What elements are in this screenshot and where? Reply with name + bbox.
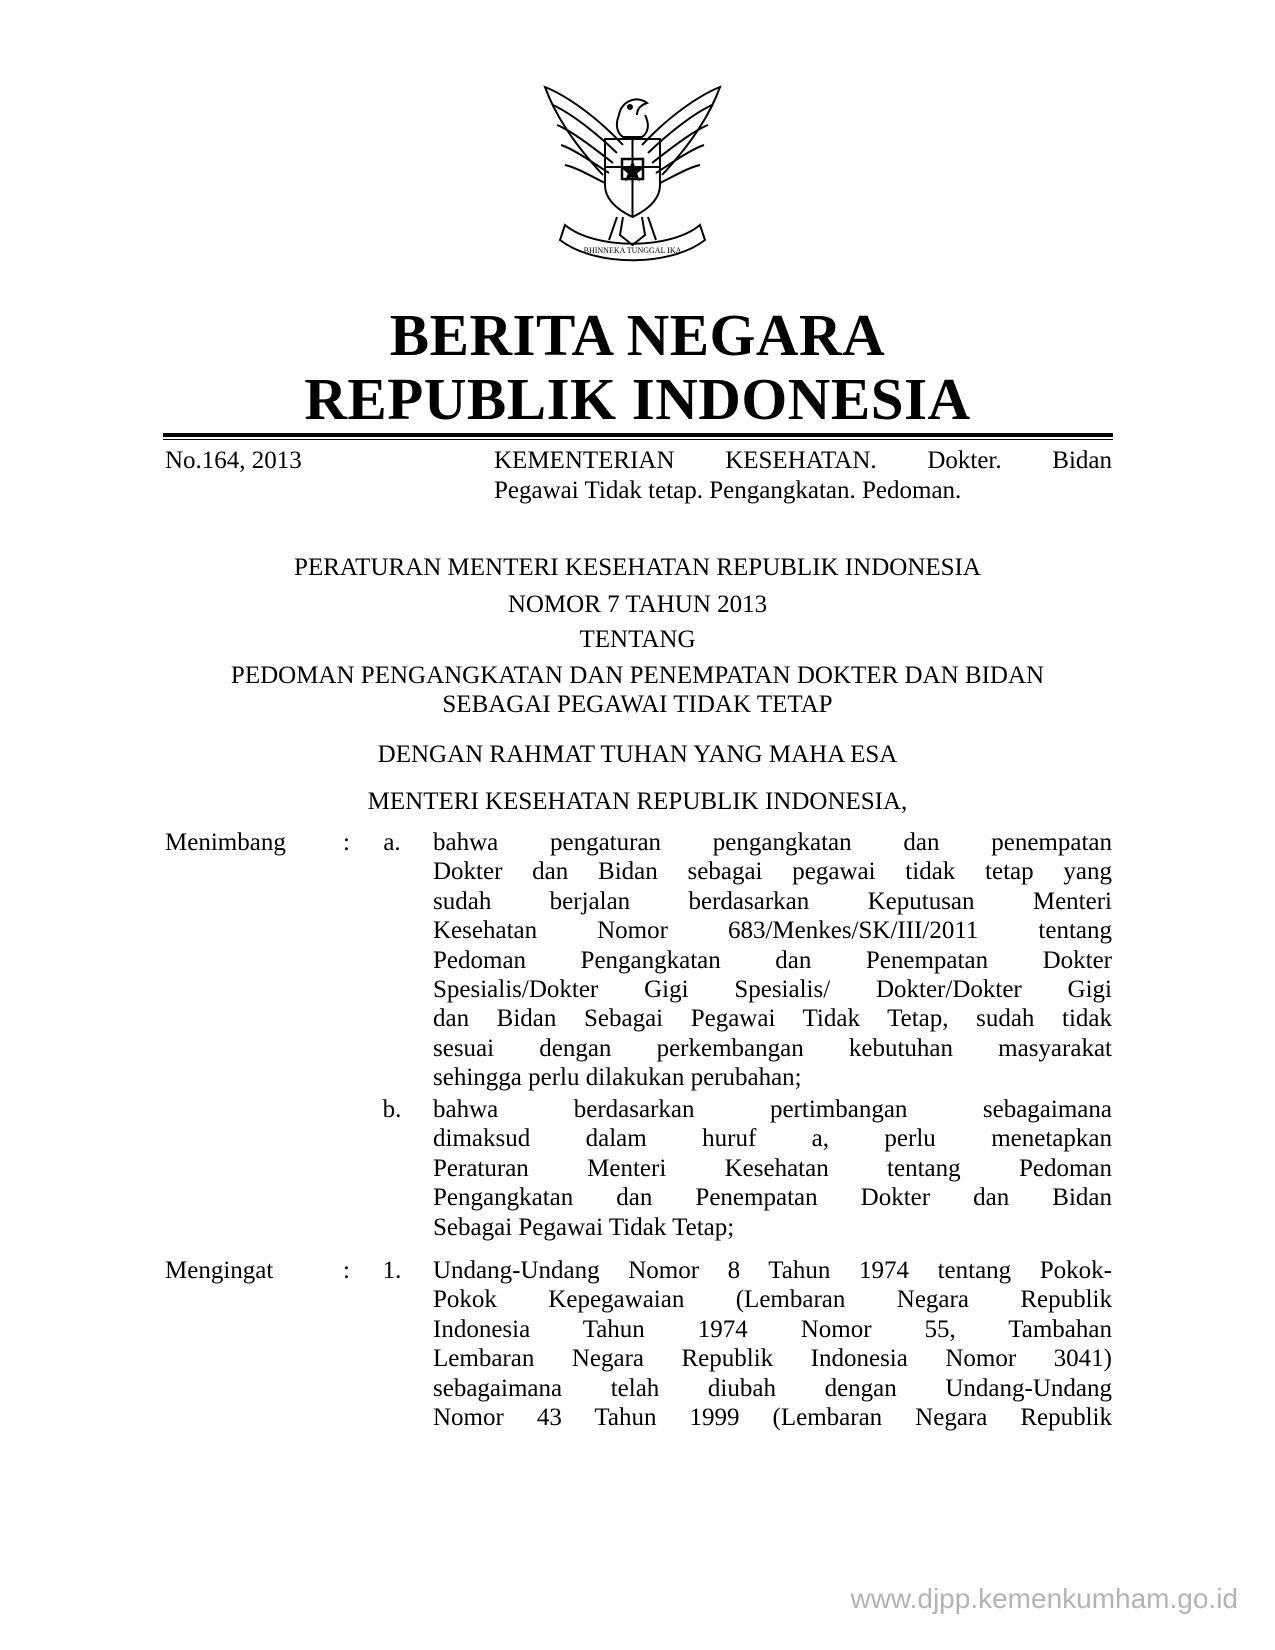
regulation-title: PERATURAN MENTERI KESEHATAN REPUBLIK INDONESIA xyxy=(294,554,981,581)
masthead-subtitle: REPUBLIK INDONESIA xyxy=(304,366,971,432)
menimbang-item-b-text xyxy=(433,1095,1112,1242)
text-line: sudah berjalan berdasarkan Keputusan Menteri xyxy=(433,887,1112,915)
regulation-subject-line: SEBAGAI PEGAWAI TIDAK TETAP xyxy=(442,691,833,718)
masthead-rule-thin xyxy=(163,439,1113,440)
text-line: Undang-Undang Nomor 8 Tahun 1974 tentang Pokok- xyxy=(433,1257,1112,1284)
regulation-about: TENTANG xyxy=(579,626,696,653)
gazette-summary-line: KEMENTERIAN KESEHATAN. Dokter. Bidan xyxy=(494,447,1112,474)
menimbang-item-a-text xyxy=(433,828,1112,1093)
gazette-summary-line: Pegawai Tidak tetap. Pengangkatan. Pedoman. xyxy=(494,477,962,504)
text-line: Peraturan Menteri Kesehatan tentang Pedoman xyxy=(433,1154,1112,1182)
text-line: dimaksud dalam huruf a, perlu menetapkan xyxy=(433,1125,1112,1153)
text-line: dan Bidan Sebagai Pegawai Tidak Tetap, sudah tidak xyxy=(433,1005,1112,1033)
regulation-number: NOMOR 7 TAHUN 2013 xyxy=(507,591,768,618)
text-line: bahwa berdasarkan pertimbangan sebagaimana xyxy=(433,1096,1112,1123)
menimbang-colon: : xyxy=(343,829,350,856)
text-line: Dokter dan Bidan sebagai pegawai tidak tetap yang xyxy=(433,858,1112,886)
text-line: Nomor 43 Tahun 1999 (Lembaran Negara Republik xyxy=(433,1404,1112,1432)
text-line: Pedoman Pengangkatan dan Penempatan Dokter xyxy=(433,946,1112,974)
mengingat-item-1-marker: 1. xyxy=(382,1257,402,1284)
mengingat-label: Mengingat xyxy=(165,1257,274,1284)
mengingat-item-1-text xyxy=(433,1256,1112,1432)
text-line: Kesehatan Nomor 683/Menkes/SK/III/2011 tentang xyxy=(433,917,1112,945)
masthead-title: BERITA NEGARA xyxy=(389,302,886,368)
text-line: Pokok Kepegawaian (Lembaran Negara Republik xyxy=(433,1286,1112,1314)
text-line: Pengangkatan dan Penempatan Dokter dan Bidan xyxy=(433,1184,1112,1212)
text-line: Indonesia Tahun 1974 Nomor 55, Tambahan xyxy=(433,1315,1112,1343)
menimbang-label: Menimbang xyxy=(165,829,286,856)
mengingat-colon: : xyxy=(343,1257,350,1284)
menimbang-item-a-marker: a. xyxy=(383,829,401,856)
emblem-motto: BHINNEKA TUNGGAL IKA xyxy=(583,246,682,255)
regulation-invocation: DENGAN RAHMAT TUHAN YANG MAHA ESA xyxy=(377,741,898,768)
text-line: sehingga perlu dilakukan perubahan; xyxy=(433,1064,802,1092)
text-line: Sebagai Pegawai Tidak Tetap; xyxy=(433,1213,735,1241)
text-line: bahwa pengaturan pengangkatan dan penempatan xyxy=(433,829,1112,856)
garuda-emblem-icon xyxy=(525,75,740,290)
regulation-authority: MENTERI KESEHATAN REPUBLIK INDONESIA, xyxy=(367,788,908,815)
text-line: Spesialis/Dokter Gigi Spesialis/ Dokter/Dokter Gigi xyxy=(433,976,1112,1004)
gazette-number: No.164, 2013 xyxy=(165,447,302,474)
text-line: sebagaimana telah diubah dengan Undang-Undang xyxy=(433,1374,1112,1402)
text-line: sesuai dengan perkembangan kebutuhan masyarakat xyxy=(433,1034,1112,1062)
text-line: Lembaran Negara Republik Indonesia Nomor 3041) xyxy=(433,1345,1112,1373)
menimbang-item-b-marker: b. xyxy=(382,1096,402,1123)
watermark-url: www.djpp.kemenkumham.go.id xyxy=(850,1583,1238,1614)
masthead-rule-thick xyxy=(163,433,1113,437)
gazette-summary xyxy=(494,446,1112,506)
regulation-subject-line: PEDOMAN PENGANGKATAN DAN PENEMPATAN DOKTER DAN BIDAN xyxy=(230,662,1045,689)
